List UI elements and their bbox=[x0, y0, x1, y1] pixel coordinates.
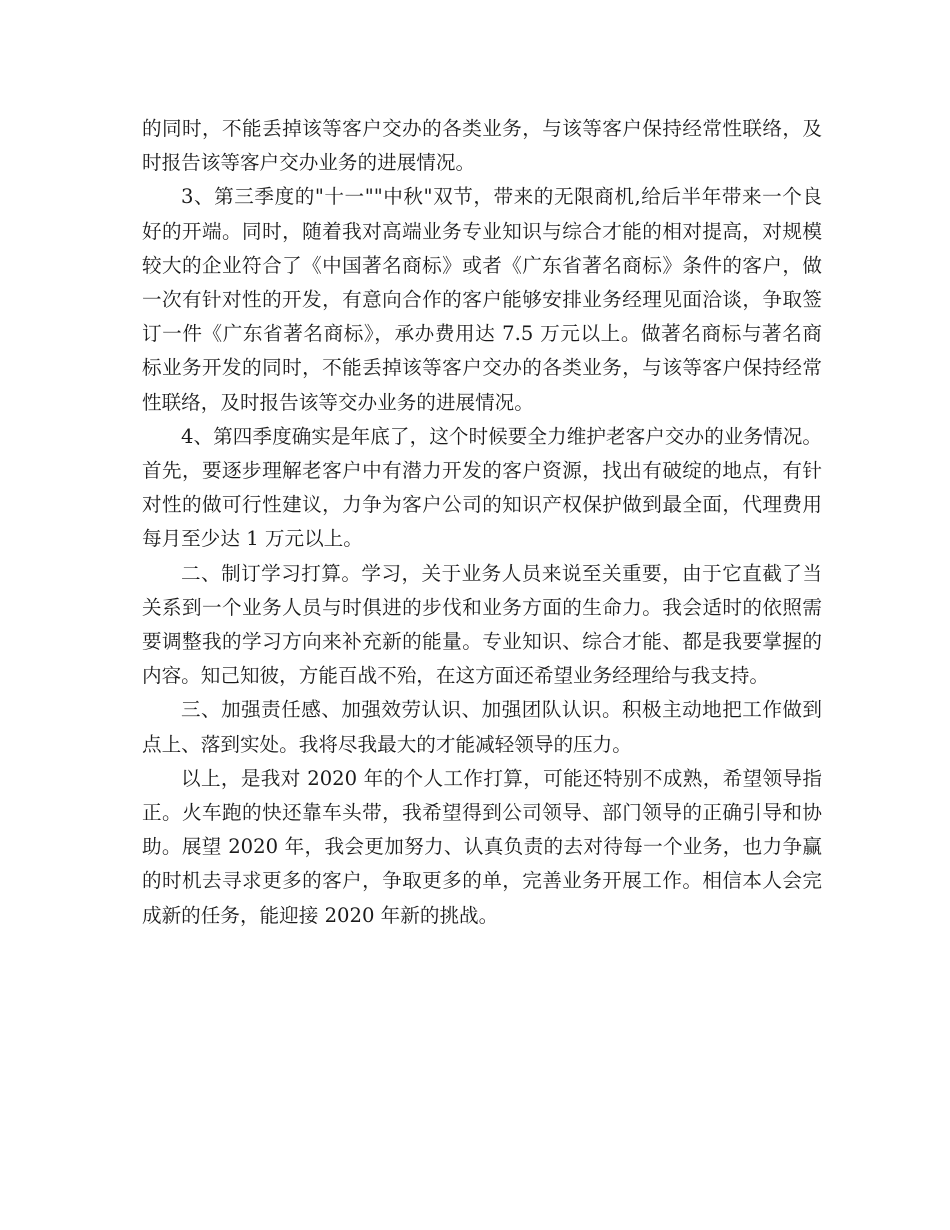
paragraph-responsibility: 三、加强责任感、加强效劳认识、加强团队认识。积极主动地把工作做到点上、落到实处。我将尽我最大的才能减轻领导的压力。 bbox=[142, 698, 822, 756]
paragraph-fourth-quarter: 4、第四季度确实是年底了，这个时候要全力维护老客户交办的业务情况。首先，要逐步理解老客户中有潜力开发的客户资源，找出有破绽的地点，有针对性的做可行性建议，力争为客户公司的知识产权保护做到最全面，代理费用每月至少达 1 万元以上。 bbox=[142, 424, 822, 551]
paragraph-study-plan: 二、制订学习打算。学习，关于业务人员来说至关重要，由于它直截了当关系到一个业务人员与时俱进的步伐和业务方面的生命力。我会适时的依照需要调整我的学习方向来补充新的能量。专业知识、综合才能、都是我要掌握的内容。知己知彼，方能百战不殆，在这方面还希望业务经理给与我支持。 bbox=[142, 561, 822, 688]
paragraph-continuation: 的同时，不能丢掉该等客户交办的各类业务，与该等客户保持经常性联络，及时报告该等客户交办业务的进展情况。 bbox=[142, 117, 822, 175]
document-body bbox=[142, 112, 822, 933]
paragraph-third-quarter: 3、第三季度的"十一""中秋"双节，带来的无限商机,给后半年带来一个良好的开端。同时，随着我对高端业务专业知识与综合才能的相对提高，对规模较大的企业符合了《中国著名商标》或者《广东省著名商标》条件的客户，做一次有针对性的开发，有意向合作的客户能够安排业务经理见面洽谈，争取签订一件《广东省著名商标》，承办费用达 7.5 万元以上。做著名商标与著名商标业务开发的同时，不能丢掉该等客户交办的各类业务，与该等客户保持经常性联络，及时报告该等交办业务的进展情况。 bbox=[142, 185, 822, 414]
paragraph-conclusion: 以上，是我对 2020 年的个人工作打算，可能还特别不成熟，希望领导指正。火车跑的快还靠车头带，我希望得到公司领导、部门领导的正确引导和协助。展望 2020 年，我会更加努力、认真负责的去对待每一个业务，也力争赢的时机去寻求更多的客户，争取更多的单，完善业务开展工作。相信本人会完成新的任务，能迎接 2020 年新的挑战。 bbox=[142, 766, 822, 927]
